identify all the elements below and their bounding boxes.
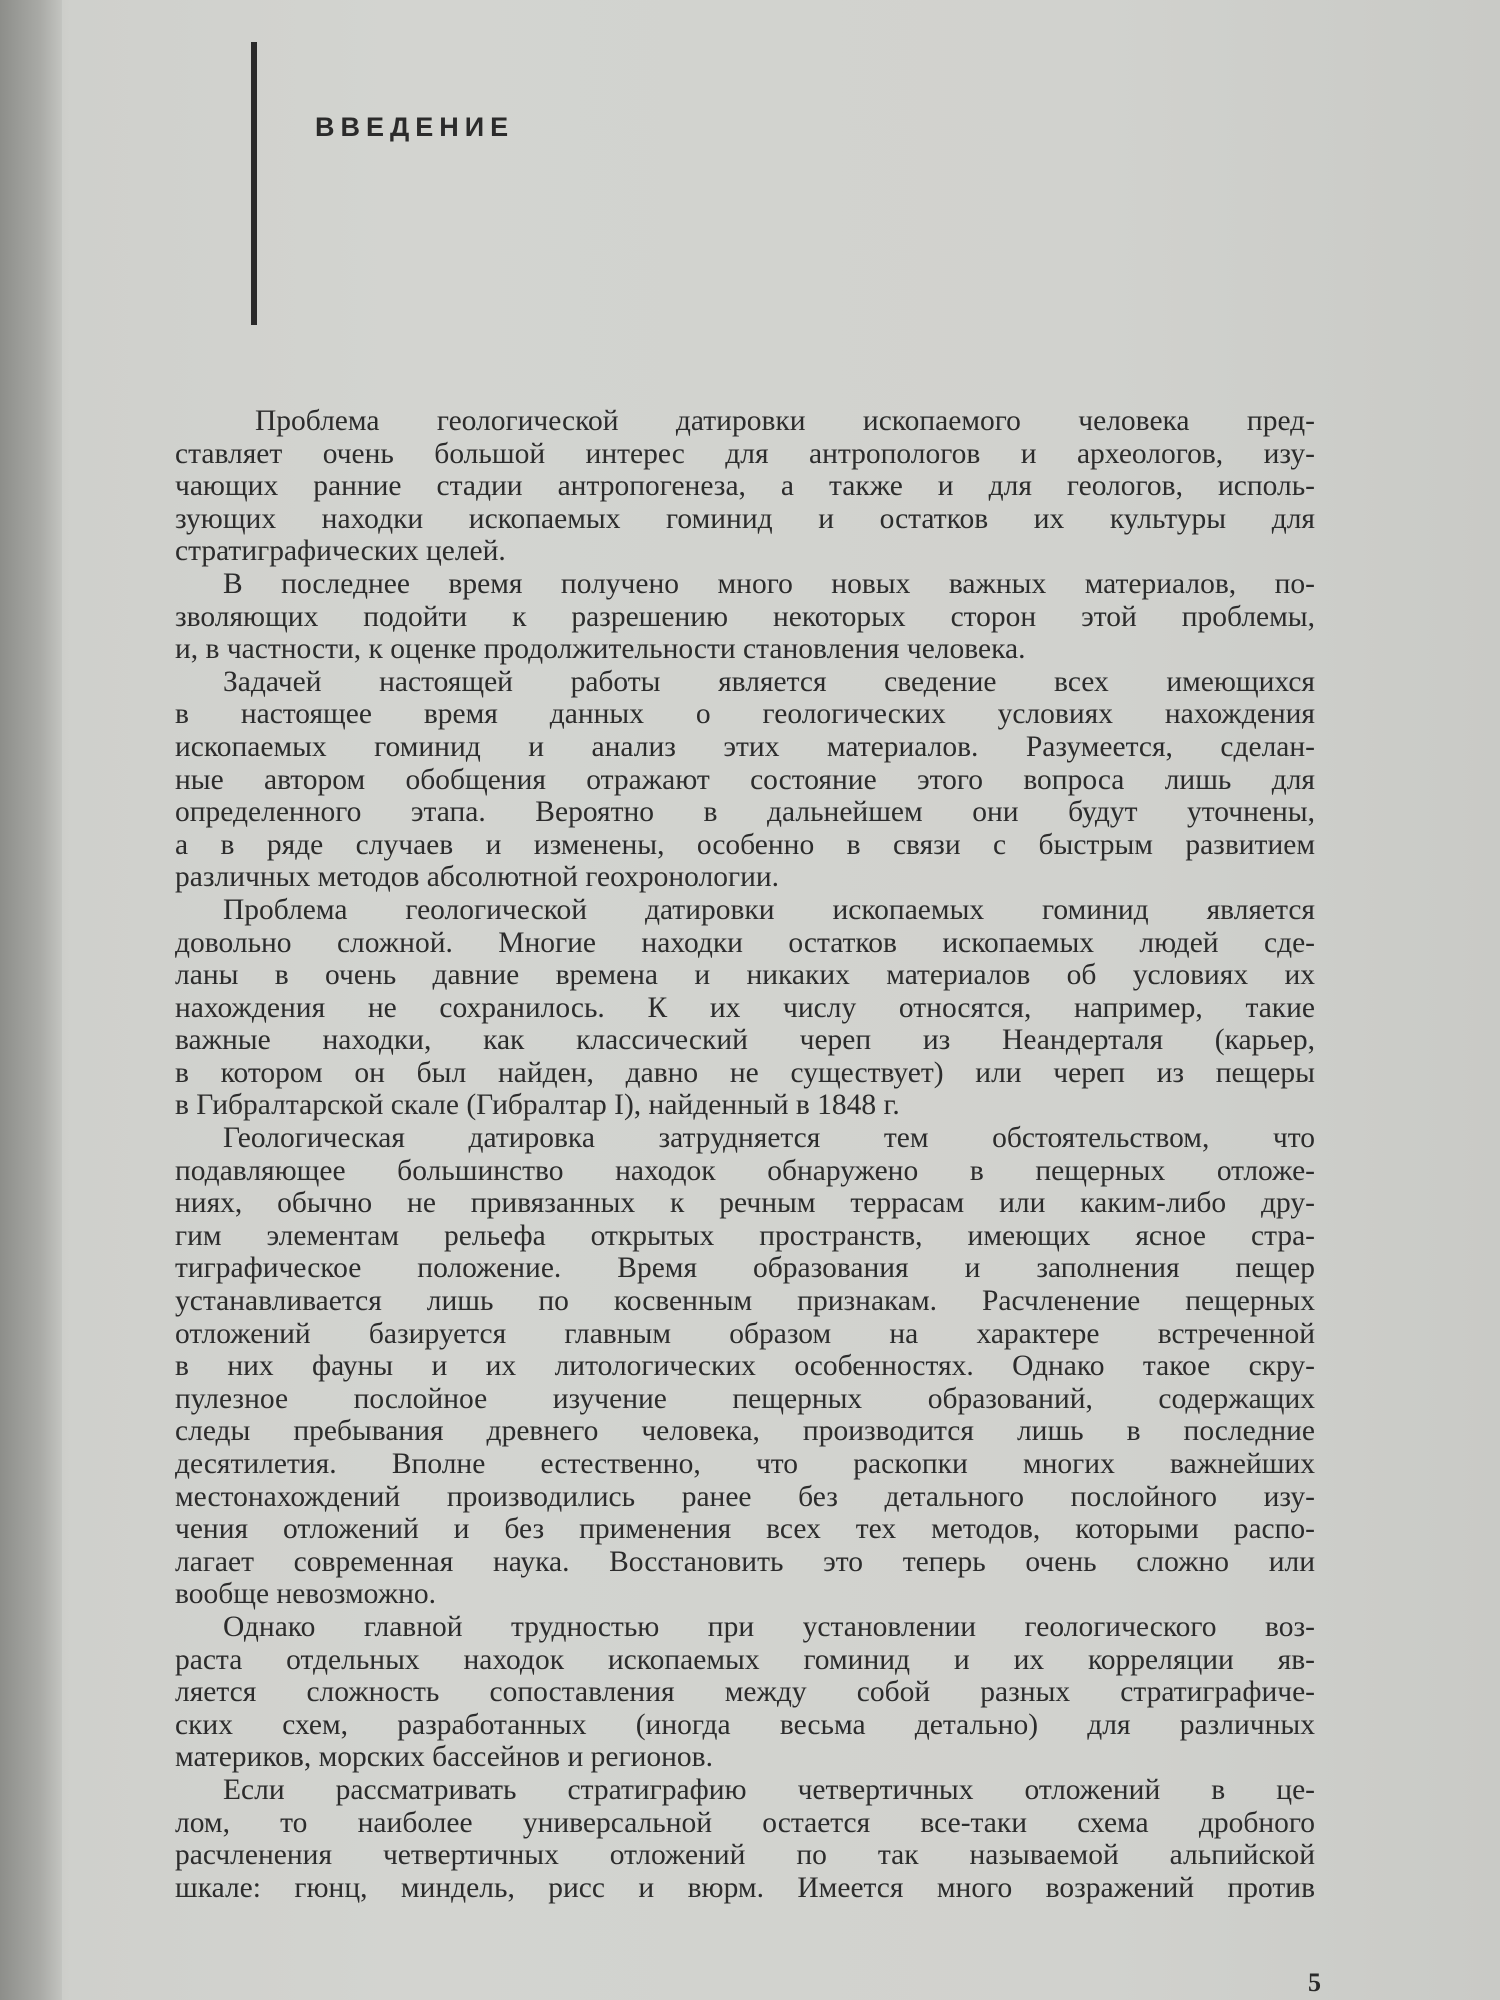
text-line: тиграфическое положение. Время образования и заполнения пещер [175,1252,1315,1285]
paragraph [175,666,1315,894]
paragraph [175,894,1315,1122]
paragraph [175,568,1315,666]
text-line: стратиграфических целей. [175,535,506,568]
previous-page-edge [0,0,62,2000]
text-line: пулезное послойное изучение пещерных образований, содержащих [175,1382,1315,1415]
text-line: ставляет очень большой интерес для антропологов и археологов, изу- [175,437,1315,470]
text-line: ланы в очень давние времена и никаких материалов об условиях их [175,959,1315,992]
paragraph [175,1774,1315,1904]
text-line: зующих находки ископаемых гоминид и остатков их культуры для [175,502,1315,535]
text-line: лом, то наиболее универсальной остается все-таки схема дробного [175,1806,1315,1839]
text-line: в них фауны и их литологических особенностях. Однако такое скру- [175,1350,1315,1383]
text-line: нахождения не сохранилось. К их числу относятся, например, такие [175,991,1315,1024]
text-line: ные автором обобщения отражают состояние этого вопроса лишь для [175,763,1315,796]
text-line: подавляющее большинство находок обнаружено в пещерных отложе- [175,1154,1315,1187]
text-line: определенного этапа. Вероятно в дальнейшем они будут уточнены, [175,796,1315,829]
text-line: чающих ранние стадии антропогенеза, а также и для геологов, исполь- [175,470,1315,503]
chapter-heading: ВВЕДЕНИЕ [315,112,515,142]
text-line: устанавливается лишь по косвенным признакам. Расчленение пещерных [175,1285,1315,1318]
text-line: Геологическая датировка затрудняется тем обстоятельством, что [223,1122,1315,1155]
text-line: Если рассматривать стратиграфию четвертичных отложений в це- [223,1773,1315,1806]
text-line: довольно сложной. Многие находки остатков ископаемых людей сде- [175,926,1315,959]
text-line: расчленения четвертичных отложений по так называемой альпийской [175,1839,1315,1872]
paragraph [175,405,1315,568]
paragraph [175,1122,1315,1611]
text-line: В последнее время получено много новых важных материалов, по- [223,567,1315,600]
text-line: отложений базируется главным образом на характере встреченной [175,1317,1315,1350]
text-line: в котором он был найден, давно не существует) или череп из пещеры [175,1056,1315,1089]
chapter-vertical-rule [251,42,257,325]
text-line: шкале: гюнц, миндель, рисс и вюрм. Имеется много возражений против [175,1871,1315,1904]
text-line: следы пребывания древнего человека, производится лишь в последние [175,1415,1315,1448]
text-line: а в ряде случаев и изменены, особенно в связи с быстрым развитием [175,828,1315,861]
text-line: лагает современная наука. Восстановить это теперь очень сложно или [175,1545,1315,1578]
text-line: местонахождений производились ранее без детального послойного изу- [175,1480,1315,1513]
text-line: гим элементам рельефа открытых пространств, имеющих ясное стра- [175,1219,1315,1252]
text-line: зволяющих подойти к разрешению некоторых сторон этой проблемы, [175,600,1315,633]
text-line: ских схем, разработанных (иногда весьма детально) для различных [175,1708,1315,1741]
text-line: вообще невозможно. [175,1578,436,1611]
text-line: важные находки, как классический череп из Неандерталя (карьер, [175,1024,1315,1057]
text-line: материков, морских бассейнов и регионов. [175,1741,713,1774]
text-line: ископаемых гоминид и анализ этих материалов. Разумеется, сделан- [175,730,1315,763]
text-line: различных методов абсолютной геохронологии. [175,861,780,894]
text-line: десятилетия. Вполне естественно, что раскопки многих важнейших [175,1448,1315,1480]
page-number: 5 [1308,1968,1321,1997]
text-line: раста отдельных находок ископаемых гоминид и их корреляции яв- [175,1643,1315,1676]
text-line: чения отложений и без применения всех тех методов, которыми распо- [175,1513,1315,1546]
text-line: в Гибралтарской скале (Гибралтар I), найденный в 1848 г. [175,1089,900,1122]
text-line: ляется сложность сопоставления между собой разных стратиграфиче- [175,1676,1315,1709]
text-line: и, в частности, к оценке продолжительности становления человека. [175,633,1026,666]
paragraph [175,1611,1315,1774]
body-text [175,405,1315,1904]
text-line: Задачей настоящей работы является сведение всех имеющихся [223,665,1315,698]
text-line: Проблема геологической датировки ископаемых гоминид является [223,893,1315,926]
text-line: в настоящее время данных о геологических условиях нахождения [175,698,1315,731]
text-line: ниях, обычно не привязанных к речным террасам или каким-либо дру- [175,1187,1315,1220]
text-line: Однако главной трудностью при установлении геологического воз- [223,1610,1315,1643]
text-line: Проблема геологической датировки ископаемого человека пред- [255,405,1315,437]
